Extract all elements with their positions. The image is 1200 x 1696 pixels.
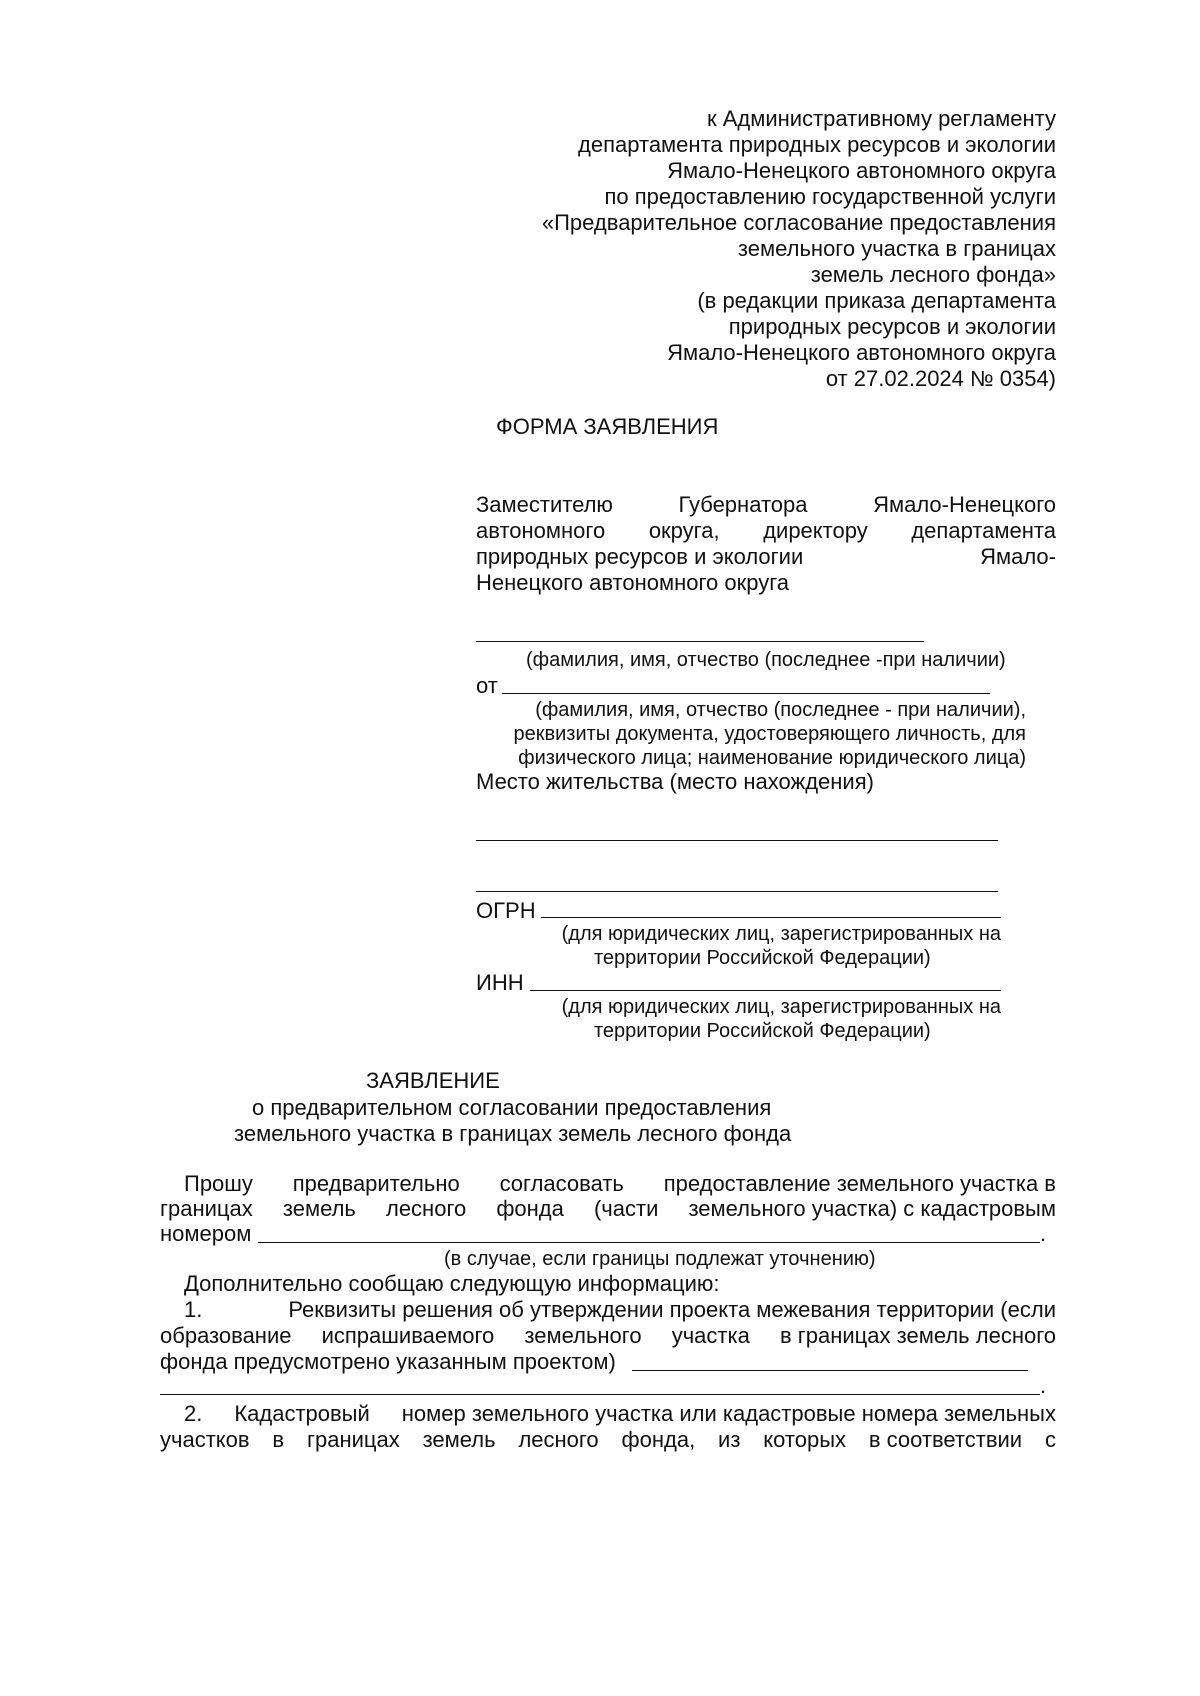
ogrn-label: ОГРН bbox=[476, 898, 536, 923]
appendix-header bbox=[542, 106, 1056, 392]
item1-input-line-2[interactable] bbox=[160, 1394, 1040, 1395]
word: земель bbox=[282, 1196, 356, 1221]
word: земельного bbox=[524, 1323, 642, 1348]
residence-label: Место жительства (место нахождения) bbox=[476, 769, 874, 794]
word: участка bbox=[671, 1323, 750, 1348]
word: природных ресурсов и экологии bbox=[476, 544, 804, 569]
word: образование bbox=[160, 1323, 292, 1348]
word: границах bbox=[306, 1427, 400, 1452]
inn-label: ИНН bbox=[476, 970, 524, 995]
addressee-line-1 bbox=[476, 492, 1056, 518]
word: испрашиваемого bbox=[321, 1323, 495, 1348]
word: лесного bbox=[518, 1427, 599, 1452]
fio-hint: (фамилия, имя, отчество (последнее -при наличии) bbox=[526, 649, 1006, 671]
inn-input-line[interactable] bbox=[530, 990, 1001, 991]
word: Прошу bbox=[184, 1171, 253, 1196]
residence-input-line-1[interactable] bbox=[476, 840, 998, 841]
appendix-line: департамента природных ресурсов и экологии bbox=[578, 132, 1056, 157]
appendix-line: по предоставлению государственной услуги bbox=[604, 184, 1056, 209]
appendix-line: (в редакции приказа департамента bbox=[697, 288, 1056, 313]
item2-line-1 bbox=[184, 1401, 1056, 1427]
statement-subtitle-1: о предварительном согласовании предоставления bbox=[252, 1095, 772, 1120]
ogrn-input-line[interactable] bbox=[541, 917, 1001, 918]
residence-input-line-2[interactable] bbox=[476, 891, 998, 892]
form-title: ФОРМА ЗАЯВЛЕНИЯ bbox=[496, 414, 719, 439]
word: предоставление земельного участка в bbox=[663, 1171, 1056, 1196]
word: земельного участка) с кадастровым bbox=[688, 1196, 1056, 1221]
from-input-line[interactable] bbox=[502, 693, 990, 694]
item2-line-2 bbox=[160, 1427, 1056, 1453]
item1-line-2 bbox=[160, 1323, 1056, 1349]
word: 2. bbox=[184, 1401, 203, 1426]
inn-hint-1: (для юридических лиц, зарегистрированных на bbox=[561, 996, 1001, 1018]
appendix-line: земельного участка в границах bbox=[737, 236, 1056, 261]
word: Заместителю bbox=[476, 492, 613, 517]
addressee-line-3 bbox=[476, 544, 1056, 570]
word: округа, bbox=[648, 518, 720, 543]
cadastral-period: . bbox=[1040, 1221, 1047, 1246]
item1-input-line-1[interactable] bbox=[632, 1370, 1028, 1371]
word: автономного bbox=[476, 518, 606, 543]
word: директору bbox=[763, 518, 868, 543]
appendix-line: к Административному регламенту bbox=[706, 106, 1056, 131]
word: которых bbox=[763, 1427, 847, 1452]
word: участков bbox=[160, 1427, 250, 1452]
word: границах bbox=[160, 1196, 253, 1221]
item1-line-3: фонда предусмотрено указанным проектом) bbox=[160, 1349, 616, 1374]
word: Кадастровый bbox=[234, 1401, 370, 1426]
ogrn-hint-2: территории Российской Федерации) bbox=[594, 947, 931, 969]
statement-subtitle-2: земельного участка в границах земель лесного фонда bbox=[234, 1121, 792, 1146]
cadastral-number-input-line[interactable] bbox=[258, 1242, 1040, 1243]
word: Реквизиты решения об утверждении проекта межевания территории (если bbox=[288, 1297, 1056, 1322]
item1-period: . bbox=[1040, 1373, 1047, 1398]
word: фонда, bbox=[621, 1427, 696, 1452]
word: предварительно bbox=[292, 1171, 460, 1196]
from-hint-1: (фамилия, имя, отчество (последнее - при наличии), bbox=[535, 699, 1026, 721]
word: в bbox=[272, 1427, 285, 1452]
word: в границах земель лесного bbox=[779, 1323, 1056, 1348]
additional-info-text: Дополнительно сообщаю следующую информацию: bbox=[184, 1271, 720, 1296]
word: Ямало- bbox=[980, 544, 1056, 569]
item1-line-1 bbox=[184, 1297, 1056, 1323]
word: в соответствии bbox=[868, 1427, 1023, 1452]
appendix-line: земель лесного фонда» bbox=[810, 262, 1056, 287]
cadastral-label: номером bbox=[160, 1221, 252, 1246]
word: департамента bbox=[911, 518, 1056, 543]
fio-input-line[interactable] bbox=[476, 641, 924, 642]
addressee-line-2 bbox=[476, 518, 1056, 544]
addressee-line-4: Ненецкого автономного округа bbox=[476, 570, 790, 595]
statement-title: ЗАЯВЛЕНИЕ bbox=[366, 1068, 500, 1093]
appendix-line: природных ресурсов и экологии bbox=[728, 314, 1056, 339]
body-p1-line-2 bbox=[160, 1196, 1056, 1222]
ogrn-hint-1: (для юридических лиц, зарегистрированных на bbox=[561, 923, 1001, 945]
word: Ямало-Ненецкого bbox=[873, 492, 1056, 517]
appendix-line: Ямало-Ненецкого автономного округа bbox=[667, 158, 1056, 183]
word: с bbox=[1044, 1427, 1056, 1452]
word: Губернатора bbox=[678, 492, 808, 517]
word: номер земельного участка или кадастровые номера земельных bbox=[401, 1401, 1056, 1426]
from-hint-2: реквизиты документа, удостоверяющего личность, для bbox=[513, 723, 1026, 745]
word: лесного bbox=[385, 1196, 467, 1221]
word: (части bbox=[593, 1196, 659, 1221]
from-label: от bbox=[476, 673, 498, 698]
body-p1-line-1 bbox=[184, 1171, 1056, 1197]
appendix-line: Ямало-Ненецкого автономного округа bbox=[667, 340, 1056, 365]
word: согласовать bbox=[499, 1171, 624, 1196]
word: фонда bbox=[496, 1196, 564, 1221]
word: 1. bbox=[184, 1297, 203, 1322]
appendix-line: «Предварительное согласование предоставления bbox=[541, 210, 1056, 235]
appendix-line: от 27.02.2024 № 0354) bbox=[825, 366, 1056, 391]
cadastral-hint: (в случае, если границы подлежат уточнению) bbox=[444, 1248, 876, 1270]
word: из bbox=[718, 1427, 741, 1452]
inn-hint-2: территории Российской Федерации) bbox=[594, 1020, 931, 1042]
word: земель bbox=[422, 1427, 496, 1452]
from-hint-3: физического лица; наименование юридического лица) bbox=[518, 747, 1026, 769]
